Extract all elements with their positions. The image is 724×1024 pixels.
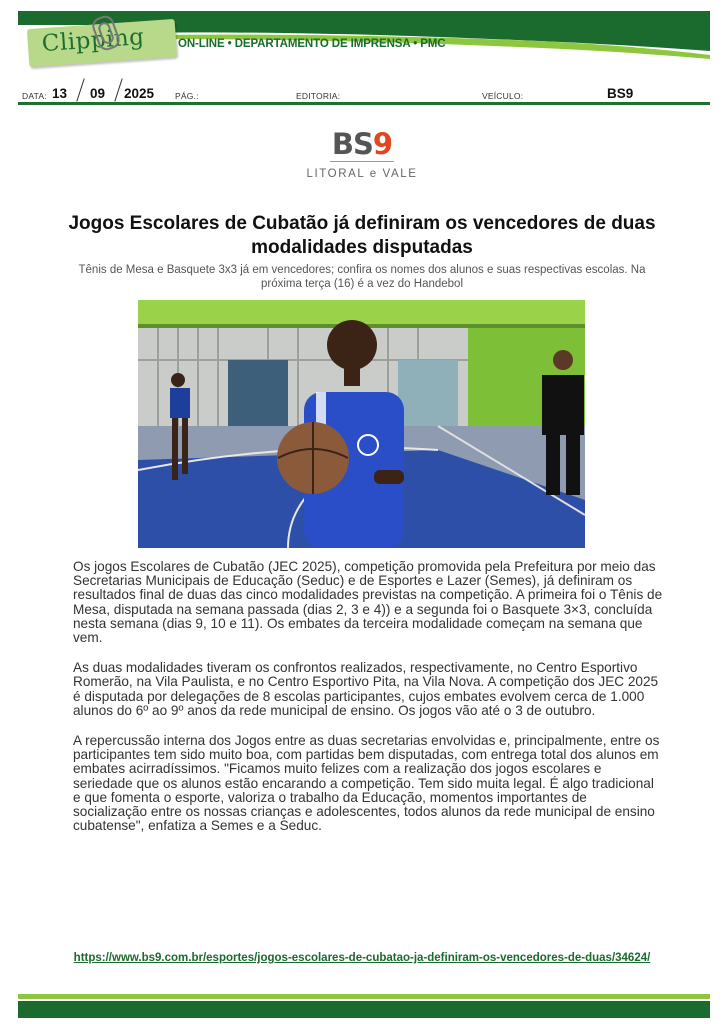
editoria-label: EDITORIA: [296,91,341,101]
date-label: DATA: [22,91,47,101]
article-paragraph: Os jogos Escolares de Cubatão (JEC 2025), competição promovida pela Prefeitura por meio das Secretarias Municipais de Educação (Seduc) e de Esportes e Lazer (Semes), já definiram os resultados final de duas das cinco modalidades previstas na competição. A primeira foi o Tênis de Mesa, disputada na semana passada (dias 2, 3 e 4)) e a segunda foi o Basquete 3×3, concluída nesta semana (dias 9, 10 e 11). Os embates da terceira modalidade começam na semana que vem. [73,559,663,646]
header-rule [18,102,710,105]
date-day: 13 [52,86,68,101]
article-paragraph: A repercussão interna dos Jogos entre as duas secretarias envolvidas e, principalmente, entre os participantes tem sido muito boa, com partidas bem disputadas, com entrega total dos alunos em embates acirradíssimos. "Ficamos muito felizes com a realização dos jogos escolares e seriedade que os alunos estão encarando a competição. Tem sido muita legal. É algo tradicional e que fomenta o esporte, valoriza o trabalho da Educação, momentos importantes de socialização entre os nossas crianças e adolescentes, todos alunos da rede municipal de ensino cubatense", enfatiza a Semes e a Seduc. [73,733,660,834]
article-subtitle: Tênis de Mesa e Basquete 3x3 já em vencedores; confira os nomes dos alunos e suas respectivas escolas. Na próxima terça (16) é a vez do Handebol [78,264,646,290]
page-label: PÁG.: [175,91,199,101]
date-month: 09 [90,86,106,101]
date-separator [114,78,122,101]
article-photo [138,300,585,548]
article-body [73,560,663,849]
footer-band-dark [18,1001,710,1018]
clipping-info-row [22,82,710,104]
source-link[interactable]: https://www.bs9.com.br/esportes/jogos-escolares-de-cubatao-ja-definiram-os-vencedores-de-duas/34624/ [73,952,651,964]
logo-bs: BS [331,127,373,161]
logo-nine: 9 [372,127,393,161]
veiculo-value: BS9 [607,86,634,101]
clipping-tag-label: Clipping [41,24,146,58]
department-label: ON-LINE • DEPARTAMENTO DE IMPRENSA • PMC [178,38,446,50]
veiculo-label: VEÍCULO: [482,91,524,101]
article-title: Jogos Escolares de Cubatão já definiram os vencedores de duas modalidades disputadas [68,213,656,258]
bs9-logo [302,128,422,186]
date-separator [76,78,84,101]
logo-subtitle: LITORAL e VALE [306,168,418,180]
logo-divider [330,161,394,162]
article-paragraph: As duas modalidades tiveram os confrontos realizados, respectivamente, no Centro Esportivo Romerão, na Vila Paulista, e no Centro Esportivo Pita, na Vila Nova. A competição dos JEC 2025 é disputada por delegações de 8 escolas participantes, cujos embates evolvem cerca de 1.000 alunos do 6º ao 9º anos da rede municipal de ensino. Os jogos vão até o 3 de outubro. [73,660,659,718]
date-year: 2025 [124,86,155,101]
footer-band-light [18,994,710,999]
